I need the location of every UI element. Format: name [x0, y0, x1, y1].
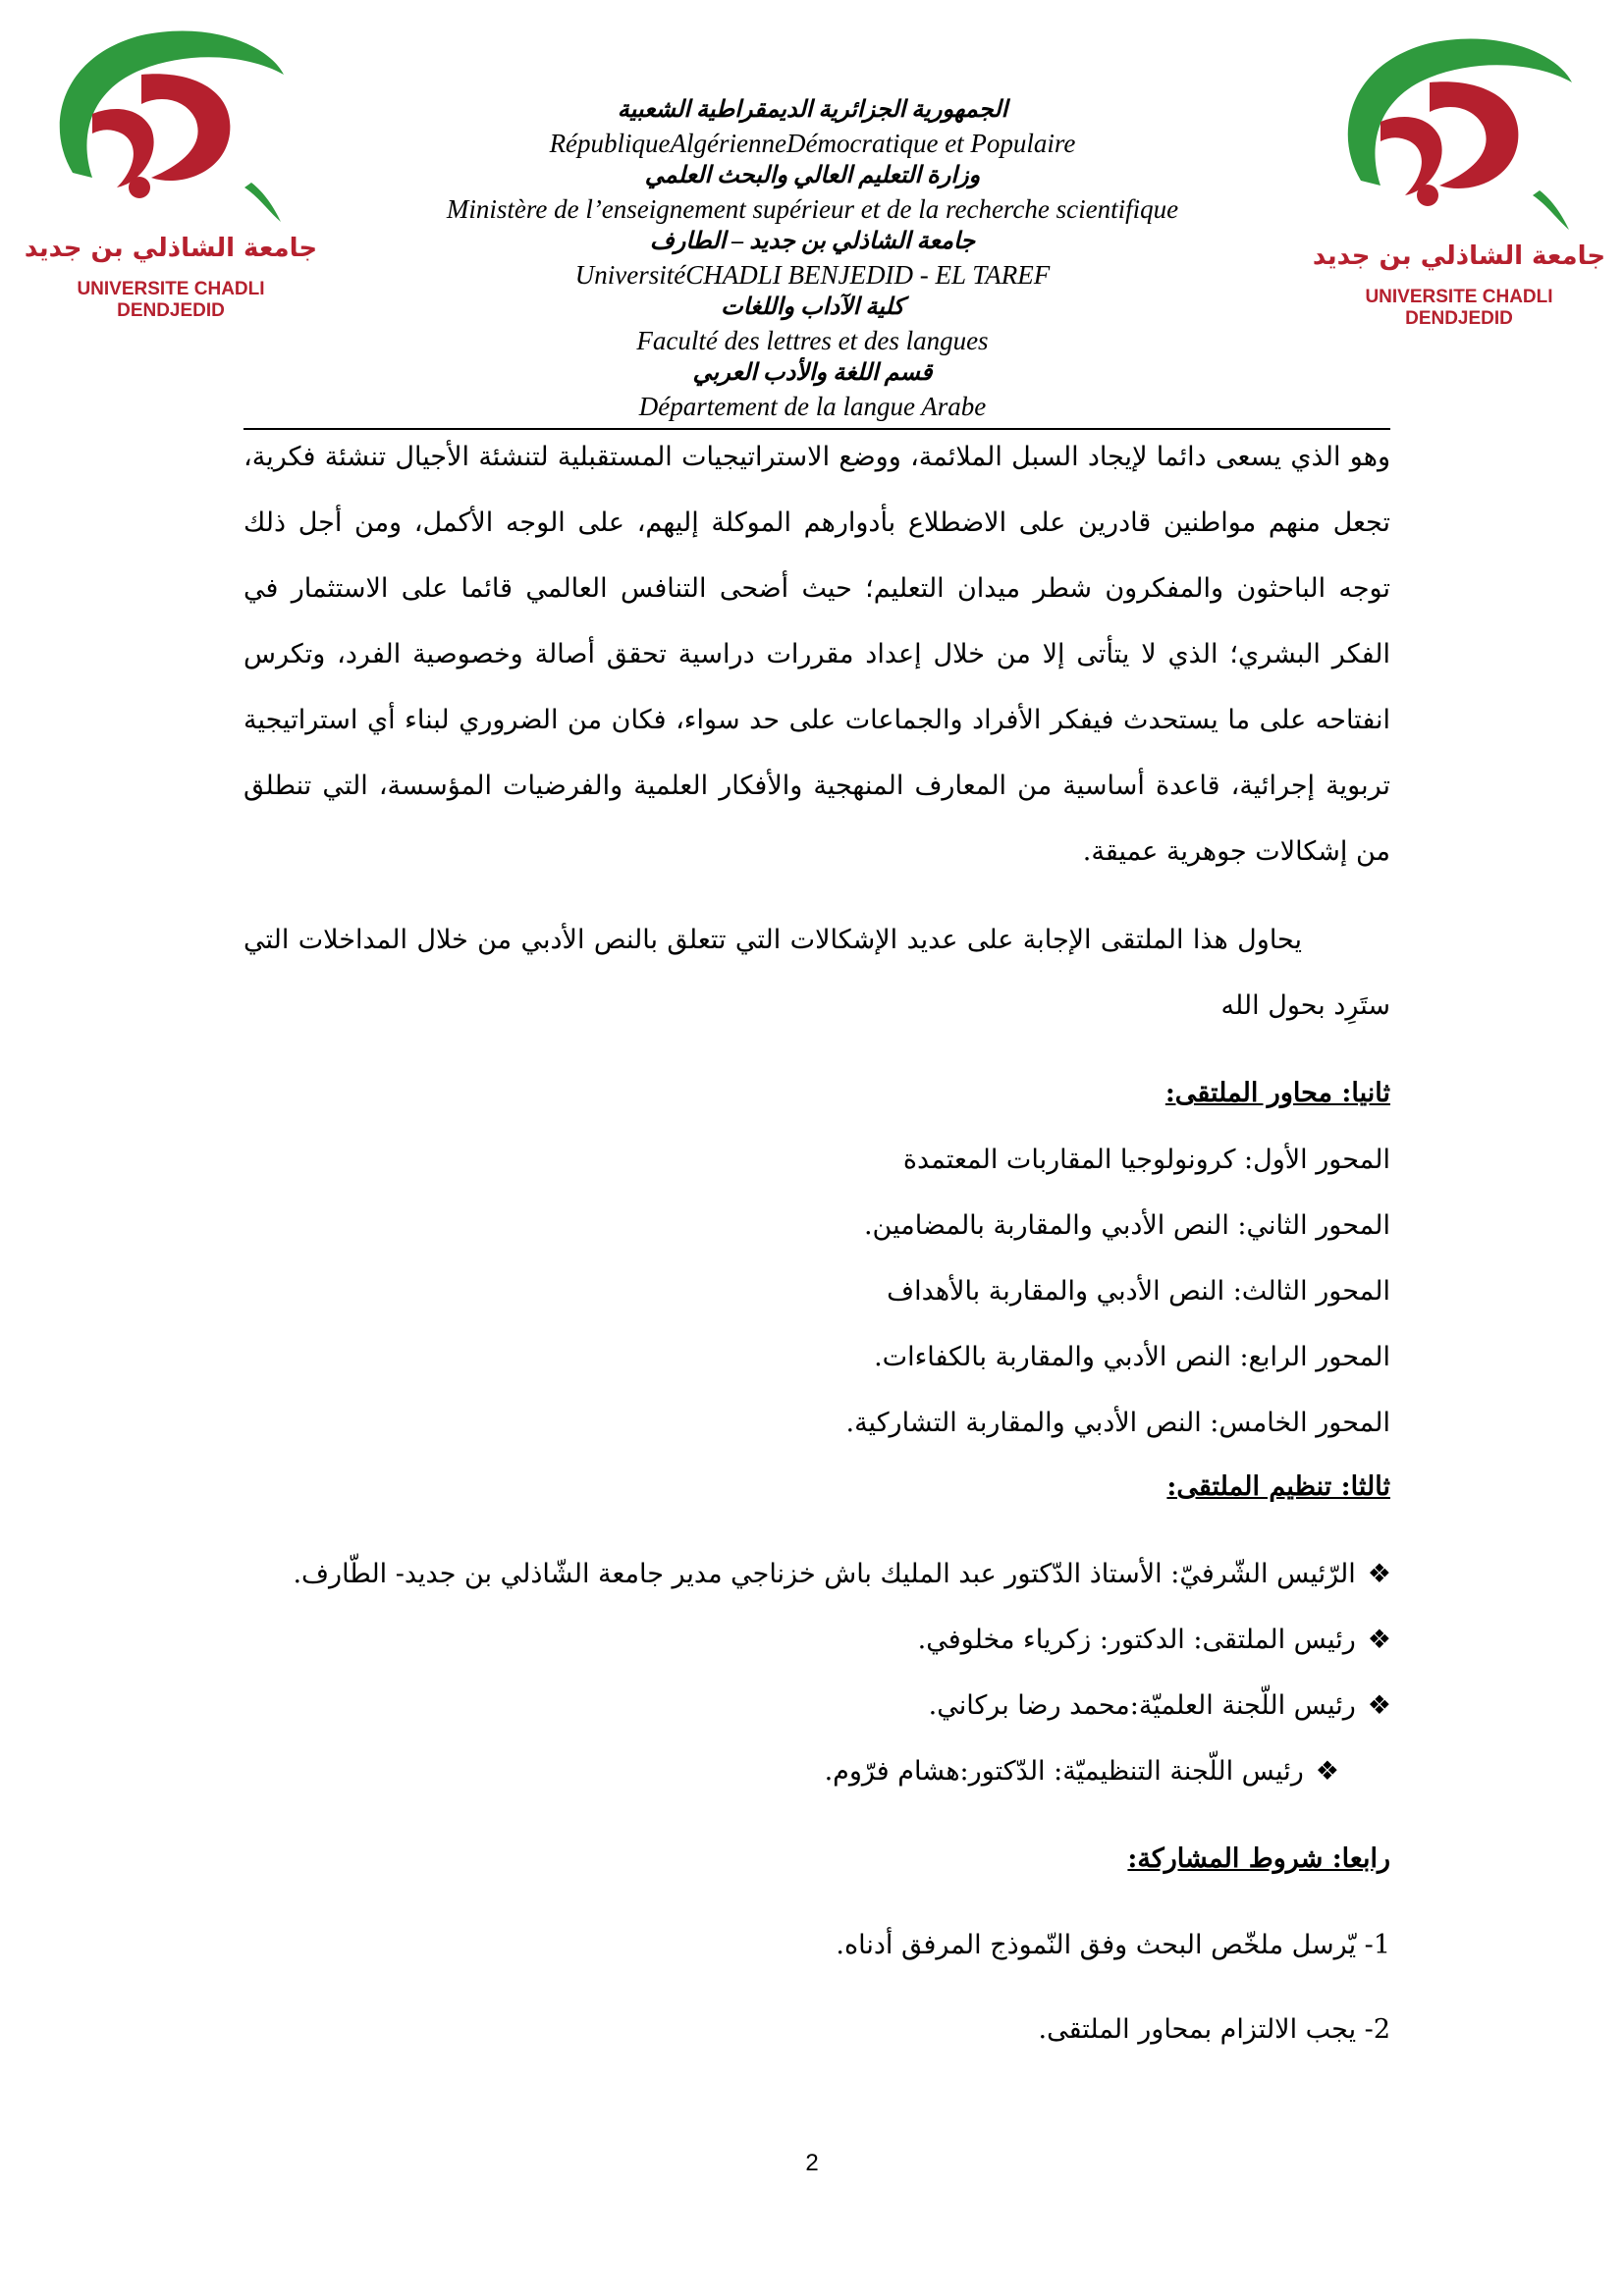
organization-item	[293, 1559, 1391, 1589]
logo-arabic-name: جامعة الشاذلي بن جديد	[24, 234, 318, 263]
condition-item: 1- يّرسل ملخّص البحث وفق النّموذج المرفق أدناه.	[836, 1930, 1390, 1960]
university-logo-left	[24, 16, 318, 321]
diamond-bullet-icon: ❖	[1367, 1559, 1391, 1589]
axes-heading: ثانيا: محاور الملتقى:	[1164, 1078, 1390, 1108]
organization-item	[825, 1756, 1339, 1787]
intro-paragraph-2	[244, 907, 1390, 1039]
university-emblem-icon	[24, 16, 318, 232]
header-line: Département de la langue Arabe	[638, 391, 987, 421]
intro-paragraph-text: وهو الذي يسعى دائما لإيجاد السبل الملائمة، ووضع الاستراتيجيات المستقبلية لتنشئة الأجيال تنشئة فكرية، تجعل منهم مواطنين قادرين على الاضطلاع بأدوارهم الموكلة إليهم، على الوجه الأكمل، ومن أجل ذلك توجه الباحثون والمفكرون شطر ميدان التعليم؛ حيث أضحى التنافس العالمي قائما على الاستثمار في الفكر البشري؛ الذي لا يتأتى إلا من خلال إعداد مقررات دراسية تحقق أصالة وخصوصية الفرد، وتكرس انفتاحه على ما يستحدث فيفكر الأفراد والجماعات على حد سواء، فكان من الضروري لبناء أي استراتيجية تربوية إجرائية، قاعدة أساسية من المعارف المنهجية والأفكار العلمية والفرضيات المؤسسة، التي تنطلق من إشكالات جوهرية عميقة.	[244, 442, 1390, 867]
axis-item: المحور الرابع: النص الأدبي والمقاربة بالكفاءات.	[874, 1342, 1390, 1372]
header-line: UniversitéCHADLI BENJEDID - EL TAREF	[574, 259, 1051, 290]
header-line: Ministère de l’enseignement supérieur et de la recherche scientifique	[446, 193, 1179, 224]
university-emblem-icon	[1312, 24, 1606, 240]
axis-item: المحور الثالث: النص الأدبي والمقاربة بالأهداف	[887, 1276, 1390, 1307]
organization-item	[929, 1690, 1391, 1721]
axis-item: المحور الخامس: النص الأدبي والمقاربة التشاركية.	[845, 1408, 1390, 1438]
university-logo-right	[1312, 24, 1606, 329]
header-line: RépubliqueAlgérienneDémocratique et Populaire	[549, 128, 1076, 158]
diamond-bullet-icon: ❖	[1367, 1625, 1391, 1655]
condition-item: 2- يجب الالتزام بمحاور الملتقى.	[1038, 2014, 1390, 2045]
logo-latin-name: UNIVERSITE CHADLI DENDJEDID	[1365, 287, 1553, 329]
diamond-bullet-icon: ❖	[1367, 1690, 1391, 1721]
organization-item-text: رئيس الملتقى: الدكتور: زكرياء مخلوفي.	[917, 1625, 1356, 1655]
intro-paragraph-2-text: يحاول هذا الملتقى الإجابة على عديد الإشكالات التي تتعلق بالنص الأدبي من خلال المداخلات التي ستَرِد بحول الله	[244, 925, 1390, 1021]
document-header	[393, 94, 1232, 423]
organization-item-text: الرّئيس الشّرفيّ: الأستاذ الدّكتور عبد المليك باش خزناجي مدير جامعة الشّاذلي بن جديد- الطّارف.	[293, 1559, 1356, 1589]
axis-item: المحور الأول: كرونولوجيا المقاربات المعتمدة	[902, 1145, 1390, 1175]
logo-arabic-name: جامعة الشاذلي بن جديد	[1312, 241, 1606, 271]
organization-heading: ثالثا: تنظيم الملتقى:	[1166, 1471, 1390, 1502]
organization-item-text: رئيس اللّجنة العلميّة:محمد رضا بركاني.	[928, 1690, 1356, 1721]
header-line: جامعة الشاذلي بن جديد – الطارف	[649, 229, 976, 254]
axis-item: المحور الثاني: النص الأدبي والمقاربة بالمضامين.	[863, 1210, 1390, 1241]
organization-item-text: رئيس اللّجنة التنظيميّة: الدّكتور:هشام فرّوم.	[824, 1756, 1304, 1787]
header-line: كلية الآداب واللغات	[721, 294, 904, 320]
header-line: وزارة التعليم العالي والبحث العلمي	[644, 163, 981, 188]
page-number: 2	[805, 2150, 819, 2176]
logo-latin-name: UNIVERSITE CHADLI DENDJEDID	[77, 279, 265, 321]
header-line: قسم اللغة والأدب العربي	[692, 360, 933, 386]
intro-paragraph	[244, 424, 1390, 884]
organization-item	[918, 1625, 1391, 1655]
header-line: الجمهورية الجزائرية الديمقراطية الشعبية	[617, 97, 1008, 123]
header-line: Faculté des lettres et des langues	[636, 325, 989, 355]
conditions-heading: رابعا: شروط المشاركة:	[1127, 1843, 1390, 1874]
diamond-bullet-icon: ❖	[1315, 1756, 1339, 1787]
